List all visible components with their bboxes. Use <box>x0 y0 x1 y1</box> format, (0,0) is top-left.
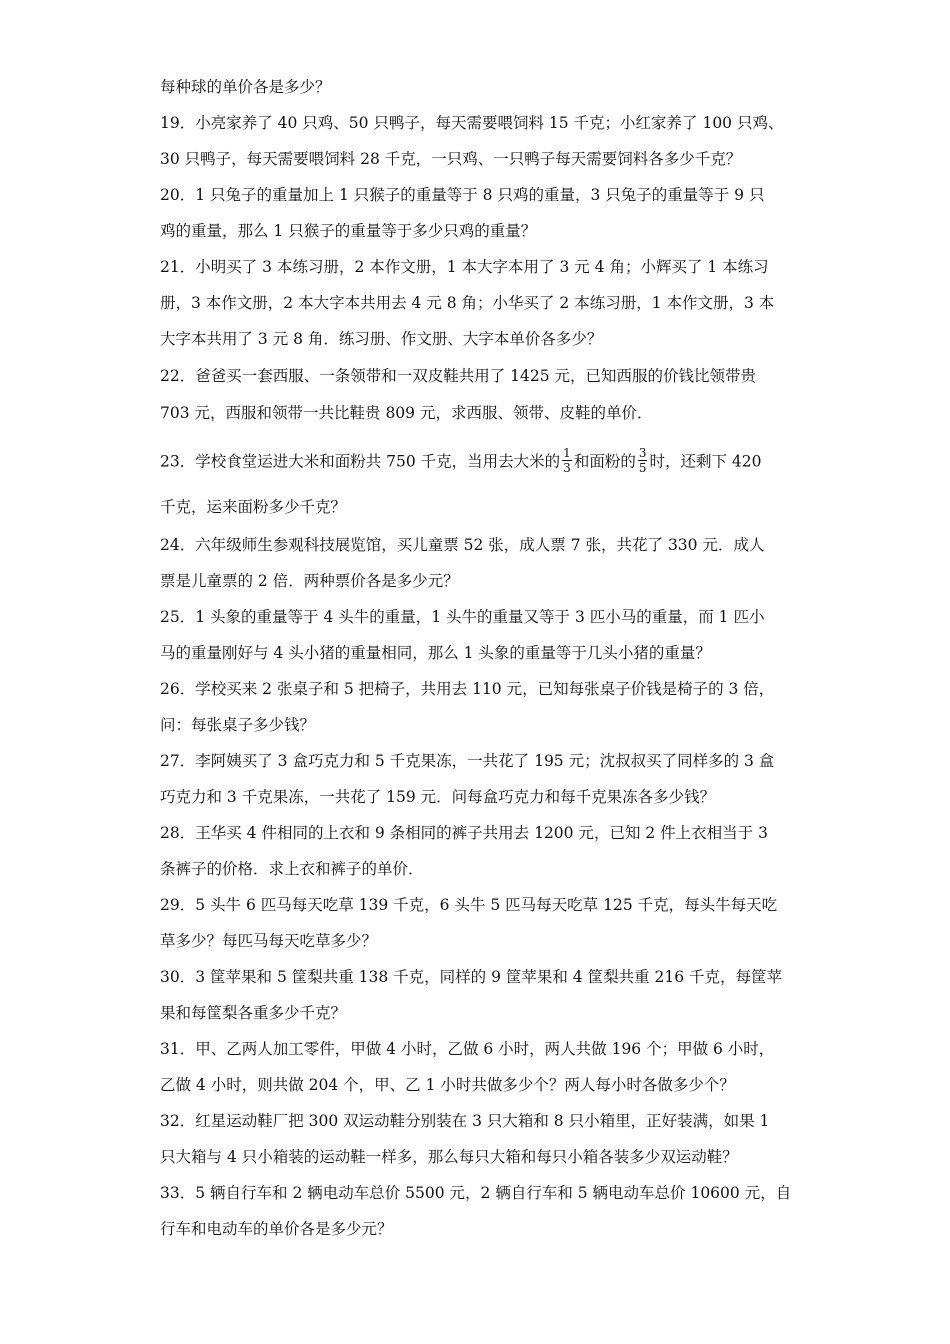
problem-23-line-2: 千克，运来面粉多少千克？ <box>160 498 347 516</box>
problem-31-line-2: 乙做 4 小时，则共做 204 个，甲、乙 1 小时共做多少个？两人每小时各做多少个？ <box>160 1076 735 1094</box>
problem-19-line-2: 30 只鸭子，每天需要喂饲料 28 千克，一只鸡、一只鸭子每天需要饲料各多少千克？ <box>160 150 742 168</box>
problem-20-line-1: 20．1 只兔子的重量加上 1 只猴子的重量等于 8 只鸡的重量，3 只兔子的重量等于 9 只 <box>160 186 765 204</box>
problem-23-line-1 <box>160 448 761 477</box>
fraction-denominator: 5 <box>638 461 647 475</box>
problem-24-line-2: 票是儿童票的 2 倍．两种票价各是多少元？ <box>160 572 459 590</box>
problem-29-line-1: 29．5 头牛 6 匹马每天吃草 139 千克，6 头牛 5 匹马每天吃草 125 千克，每头牛每天吃 <box>160 896 778 914</box>
problem-25-line-2: 马的重量刚好与 4 头小猪的重量相同，那么 1 头象的重量等于几头小猪的重量？ <box>160 644 711 662</box>
problem-21-line-2: 册，3 本作文册，2 本大字本共用去 4 元 8 角；小华买了 2 本练习册，1 本作文册，3 本 <box>160 294 775 312</box>
problem-23-text-a: 23．学校食堂运进大米和面粉共 750 千克，当用去大米的 <box>160 452 561 471</box>
problem-26-line-2: 问：每张桌子多少钱？ <box>160 716 316 734</box>
problem-31-line-1: 31．甲、乙两人加工零件，甲做 4 小时，乙做 6 小时，两人共做 196 个；甲做 6 小时， <box>160 1040 775 1058</box>
problem-19-line-1: 19．小亮家养了 40 只鸡、50 只鸭子，每天需要喂饲料 15 千克；小红家养了 100 只鸡、 <box>160 114 784 132</box>
problem-20-line-2: 鸡的重量，那么 1 只猴子的重量等于多少只鸡的重量？ <box>160 222 537 240</box>
fraction-three-fifths <box>638 446 648 475</box>
problem-23-text-b: 和面粉的 <box>573 452 636 471</box>
problem-30-line-1: 30．3 筐苹果和 5 筐梨共重 138 千克，同样的 9 筐苹果和 4 筐梨共重 216 千克，每筐苹 <box>160 968 783 986</box>
problem-21-line-3: 大字本共用了 3 元 8 角．练习册、作文册、大字本单价各多少？ <box>160 330 603 348</box>
problem-30-line-2: 果和每筐梨各重多少千克？ <box>160 1004 347 1022</box>
problem-33-line-2: 行车和电动车的单价各是多少元？ <box>160 1220 393 1238</box>
problem-25-line-1: 25．1 头象的重量等于 4 头牛的重量，1 头牛的重量又等于 3 匹小马的重量，而 1 匹小 <box>160 608 765 626</box>
problem-29-line-2: 草多少？每匹马每天吃草多少？ <box>160 932 378 950</box>
problem-32-line-2: 只大箱与 4 只小箱装的运动鞋一样多，那么每只大箱和每只小箱各装多少双运动鞋？ <box>160 1148 738 1166</box>
problem-28-line-1: 28．王华买 4 件相同的上衣和 9 条相同的裤子共用去 1200 元，已知 2 件上衣相当于 3 <box>160 824 768 842</box>
problem-23-text-c: 时，还剩下 420 <box>649 452 762 471</box>
problem-27-line-2: 巧克力和 3 千克果冻，一共花了 159 元．问每盒巧克力和每千克果冻各多少钱？ <box>160 788 716 806</box>
problem-22-line-2: 703 元，西服和领带一共比鞋贵 809 元，求西服、领带、皮鞋的单价． <box>160 404 653 422</box>
problem-22-line-1: 22．爸爸买一套西服、一条领带和一双皮鞋共用了 1425 元，已知西服的价钱比领带贵 <box>160 367 757 385</box>
problem-27-line-1: 27．李阿姨买了 3 盒巧克力和 5 千克果冻，一共花了 195 元；沈叔叔买了同样多的 3 盒 <box>160 752 775 770</box>
fraction-denominator: 3 <box>563 461 571 475</box>
problem-24-line-1: 24．六年级师生参观科技展览馆，买儿童票 52 张，成人票 7 张，共花了 330 元．成人 <box>160 536 765 554</box>
fraction-numerator: 3 <box>638 446 647 460</box>
fraction-one-third <box>562 446 572 475</box>
problem-26-line-1: 26．学校买来 2 张桌子和 5 把椅子，共用去 110 元，已知每张桌子价钱是椅子的 3 倍， <box>160 680 775 698</box>
problem-28-line-2: 条裤子的价格．求上衣和裤子的单价． <box>160 860 424 878</box>
problem-33-line-1: 33．5 辆自行车和 2 辆电动车总价 5500 元，2 辆自行车和 5 辆电动车总价 10600 元，自 <box>160 1184 792 1202</box>
problem-32-line-1: 32．红星运动鞋厂把 300 双运动鞋分别装在 3 只大箱和 8 只小箱里，正好装满，如果 1 <box>160 1112 770 1130</box>
fraction-numerator: 1 <box>563 446 571 460</box>
problem-21-line-1: 21．小明买了 3 本练习册，2 本作文册，1 本大字本用了 3 元 4 角；小辉买了 1 本练习 <box>160 258 769 276</box>
problem-18-line-2: 每种球的单价各是多少？ <box>160 78 331 96</box>
